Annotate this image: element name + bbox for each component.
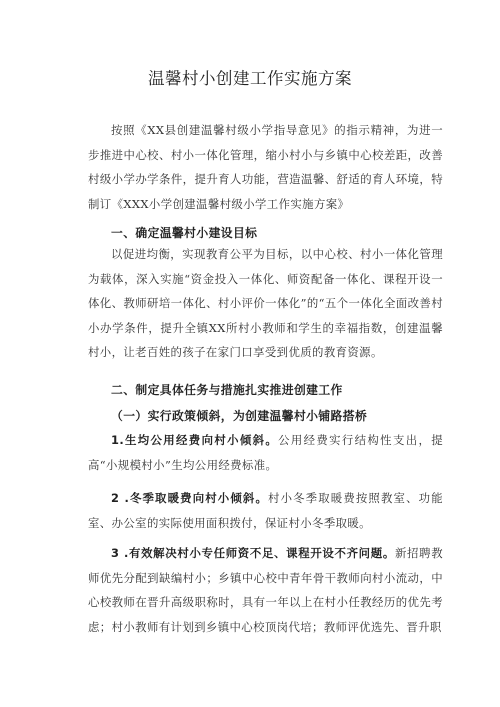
intro-text: 按照《XX县创建温馨村级小学指导意见》的指示精神，为进一步推进中心校、村小一体化管理，缩小村小与乡镇中心校差距，改善村级小学办学条件，提升育人功能，营造温馨、舒适的育人环境，特制订《XXX小学创建温馨村级小学工作实施方案》 bbox=[88, 123, 443, 211]
item-2-text: 村小冬季取暖费按照教室、功能室、办公室的实际使用面积拨付，保证村小冬季取暖。 bbox=[88, 491, 443, 530]
document-title: 温馨村小创建工作实施方案 bbox=[148, 69, 352, 88]
goal-text: 以促进均衡，实现教育公平为目标，以中心校、村小一体化管理为载体，深入实施“资金投入一体化、师资配备一体化、课程开设一体化、教师研培一体化、村小评价一体化”的“五个一体化全面改善村小办学条件，提升全镇XX所村小教师和学生的幸福指数，创建温馨村小，让老百姓的孩子在家门口享受到优质的教育资源。 bbox=[88, 247, 443, 360]
item-2-lead: 2 .冬季取暖费向村小倾斜。 bbox=[111, 491, 269, 505]
section-heading-tasks: 二、制定具体任务与措施扎实推进创建工作 bbox=[111, 383, 343, 397]
intro-paragraph bbox=[88, 118, 443, 216]
goal-paragraph bbox=[88, 242, 443, 365]
section-heading-goal: 一、确定温馨村小建设目标 bbox=[111, 226, 258, 240]
item-3-text: 新招聘教师优先分配到缺编村小；乡镇中心校中青年骨干教师向村小流动，中心校教师在晋升高级职称时，具有一年以上在村小任教经历的优先考虑；村小教师有计划到乡镇中心校顶岗代培；教师评优选先、晋升职 bbox=[88, 546, 443, 634]
item-1-paragraph bbox=[88, 428, 443, 477]
subsection-heading-policy: （一）实行政策倾斜，为创建温馨村小铺路搭桥 bbox=[111, 409, 368, 423]
item-1-lead: 1.生均公用经费向村小倾斜。 bbox=[111, 433, 279, 447]
item-3-paragraph bbox=[88, 541, 443, 639]
item-2-paragraph bbox=[88, 486, 443, 535]
item-1-text: 公用经费实行结构性支出，提高“小规模村小”生均公用经费标准。 bbox=[88, 433, 444, 472]
item-3-lead: 3 .有效解决村小专任师资不足、课程开设不齐问题。 bbox=[111, 546, 395, 560]
